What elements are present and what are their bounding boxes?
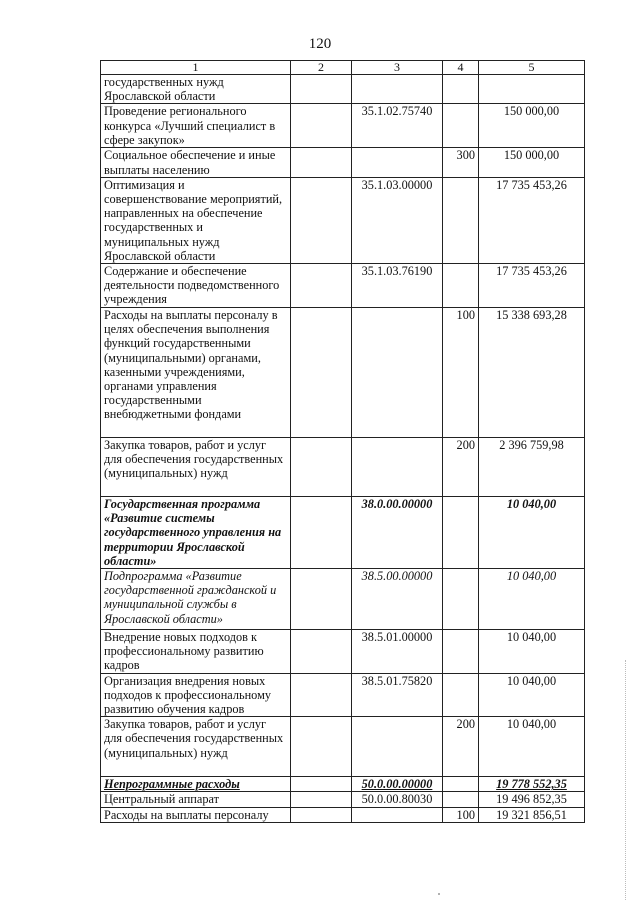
table-header-row: [101, 61, 585, 75]
amount: 19 778 552,35: [479, 777, 585, 792]
table-row: [101, 264, 585, 308]
target-code: 38.5.00.00000: [352, 569, 443, 630]
target-code: 35.1.03.76190: [352, 264, 443, 308]
table-row: [101, 497, 585, 569]
column-2-cell: [291, 792, 352, 807]
amount: 2 396 759,98: [479, 438, 585, 497]
row-label: Закупка товаров, работ и услуг для обеспечения государственных (муниципальных) нужд: [101, 717, 291, 777]
target-code: [352, 438, 443, 497]
expense-type: 100: [443, 308, 479, 438]
expense-type: 300: [443, 148, 479, 177]
table-row: [101, 569, 585, 630]
target-code: [352, 308, 443, 438]
row-label: Оптимизация и совершенствование мероприятий, направленных на обеспечение государственных и муниципальных нужд Ярославской области: [101, 177, 291, 263]
scan-speck: [438, 893, 440, 895]
target-code: [352, 807, 443, 822]
column-2-cell: [291, 148, 352, 177]
target-code: 35.1.02.75740: [352, 104, 443, 148]
expense-type: [443, 569, 479, 630]
column-header: 4: [443, 61, 479, 75]
column-2-cell: [291, 497, 352, 569]
target-code: 50.0.00.00000: [352, 777, 443, 792]
column-2-cell: [291, 717, 352, 777]
expense-type: [443, 777, 479, 792]
column-2-cell: [291, 104, 352, 148]
expense-type: 100: [443, 807, 479, 822]
column-header: 1: [101, 61, 291, 75]
row-label: Закупка товаров, работ и услуг для обеспечения государственных (муниципальных) нужд: [101, 438, 291, 497]
table-row: [101, 104, 585, 148]
page-number: 120: [308, 36, 332, 52]
amount: 10 040,00: [479, 717, 585, 777]
row-label: Непрограммные расходы: [101, 777, 291, 792]
table-body: [101, 75, 585, 823]
amount: 10 040,00: [479, 497, 585, 569]
row-label: Расходы на выплаты персоналу в целях обеспечения выполнения функций государственными (муниципальными) органами, казенными учреждениями, органами управления государственными внебюджетными фондами: [101, 308, 291, 438]
column-2-cell: [291, 673, 352, 717]
expense-type: [443, 264, 479, 308]
table-row: [101, 777, 585, 792]
amount: 10 040,00: [479, 673, 585, 717]
table-row: [101, 177, 585, 263]
target-code: 50.0.00.80030: [352, 792, 443, 807]
table-row: [101, 630, 585, 674]
column-2-cell: [291, 777, 352, 792]
target-code: 35.1.03.00000: [352, 177, 443, 263]
amount: 150 000,00: [479, 104, 585, 148]
table-row: [101, 75, 585, 104]
column-header: 5: [479, 61, 585, 75]
row-label: государственных нужд Ярославской области: [101, 75, 291, 104]
row-label: Подпрограмма «Развитие государственной гражданской и муниципальной службы в Ярославской области»: [101, 569, 291, 630]
amount: [479, 75, 585, 104]
amount: 19 496 852,35: [479, 792, 585, 807]
amount: 17 735 453,26: [479, 177, 585, 263]
row-label: Расходы на выплаты персоналу: [101, 807, 291, 822]
table-row: [101, 438, 585, 497]
expense-type: 200: [443, 438, 479, 497]
column-2-cell: [291, 569, 352, 630]
column-2-cell: [291, 438, 352, 497]
target-code: [352, 75, 443, 104]
table-row: [101, 148, 585, 177]
amount: 150 000,00: [479, 148, 585, 177]
amount: 10 040,00: [479, 630, 585, 674]
expense-type: [443, 104, 479, 148]
amount: 10 040,00: [479, 569, 585, 630]
expense-type: [443, 792, 479, 807]
expense-type: 200: [443, 717, 479, 777]
column-2-cell: [291, 264, 352, 308]
table-row: [101, 673, 585, 717]
column-2-cell: [291, 807, 352, 822]
target-code: [352, 717, 443, 777]
column-header: 2: [291, 61, 352, 75]
row-label: Содержание и обеспечение деятельности подведомственного учреждения: [101, 264, 291, 308]
column-2-cell: [291, 630, 352, 674]
row-label: Государственная программа «Развитие системы государственного управления на территории Ярославской области»: [101, 497, 291, 569]
target-code: [352, 148, 443, 177]
row-label: Проведение регионального конкурса «Лучший специалист в сфере закупок»: [101, 104, 291, 148]
row-label: Социальное обеспечение и иные выплаты населению: [101, 148, 291, 177]
table-row: [101, 792, 585, 807]
table-row: [101, 807, 585, 822]
target-code: 38.5.01.75820: [352, 673, 443, 717]
table-row: [101, 717, 585, 777]
expense-type: [443, 497, 479, 569]
column-2-cell: [291, 177, 352, 263]
row-label: Центральный аппарат: [101, 792, 291, 807]
row-label: Внедрение новых подходов к профессиональному развитию кадров: [101, 630, 291, 674]
amount: 15 338 693,28: [479, 308, 585, 438]
expense-type: [443, 75, 479, 104]
column-2-cell: [291, 308, 352, 438]
scan-margin-mark: [625, 660, 630, 900]
target-code: 38.5.01.00000: [352, 630, 443, 674]
amount: 17 735 453,26: [479, 264, 585, 308]
column-2-cell: [291, 75, 352, 104]
column-header: 3: [352, 61, 443, 75]
expense-type: [443, 630, 479, 674]
target-code: 38.0.00.00000: [352, 497, 443, 569]
expense-type: [443, 673, 479, 717]
expense-type: [443, 177, 479, 263]
budget-table: [100, 60, 585, 823]
table-row: [101, 308, 585, 438]
amount: 19 321 856,51: [479, 807, 585, 822]
row-label: Организация внедрения новых подходов к профессиональному развитию обучения кадров: [101, 673, 291, 717]
